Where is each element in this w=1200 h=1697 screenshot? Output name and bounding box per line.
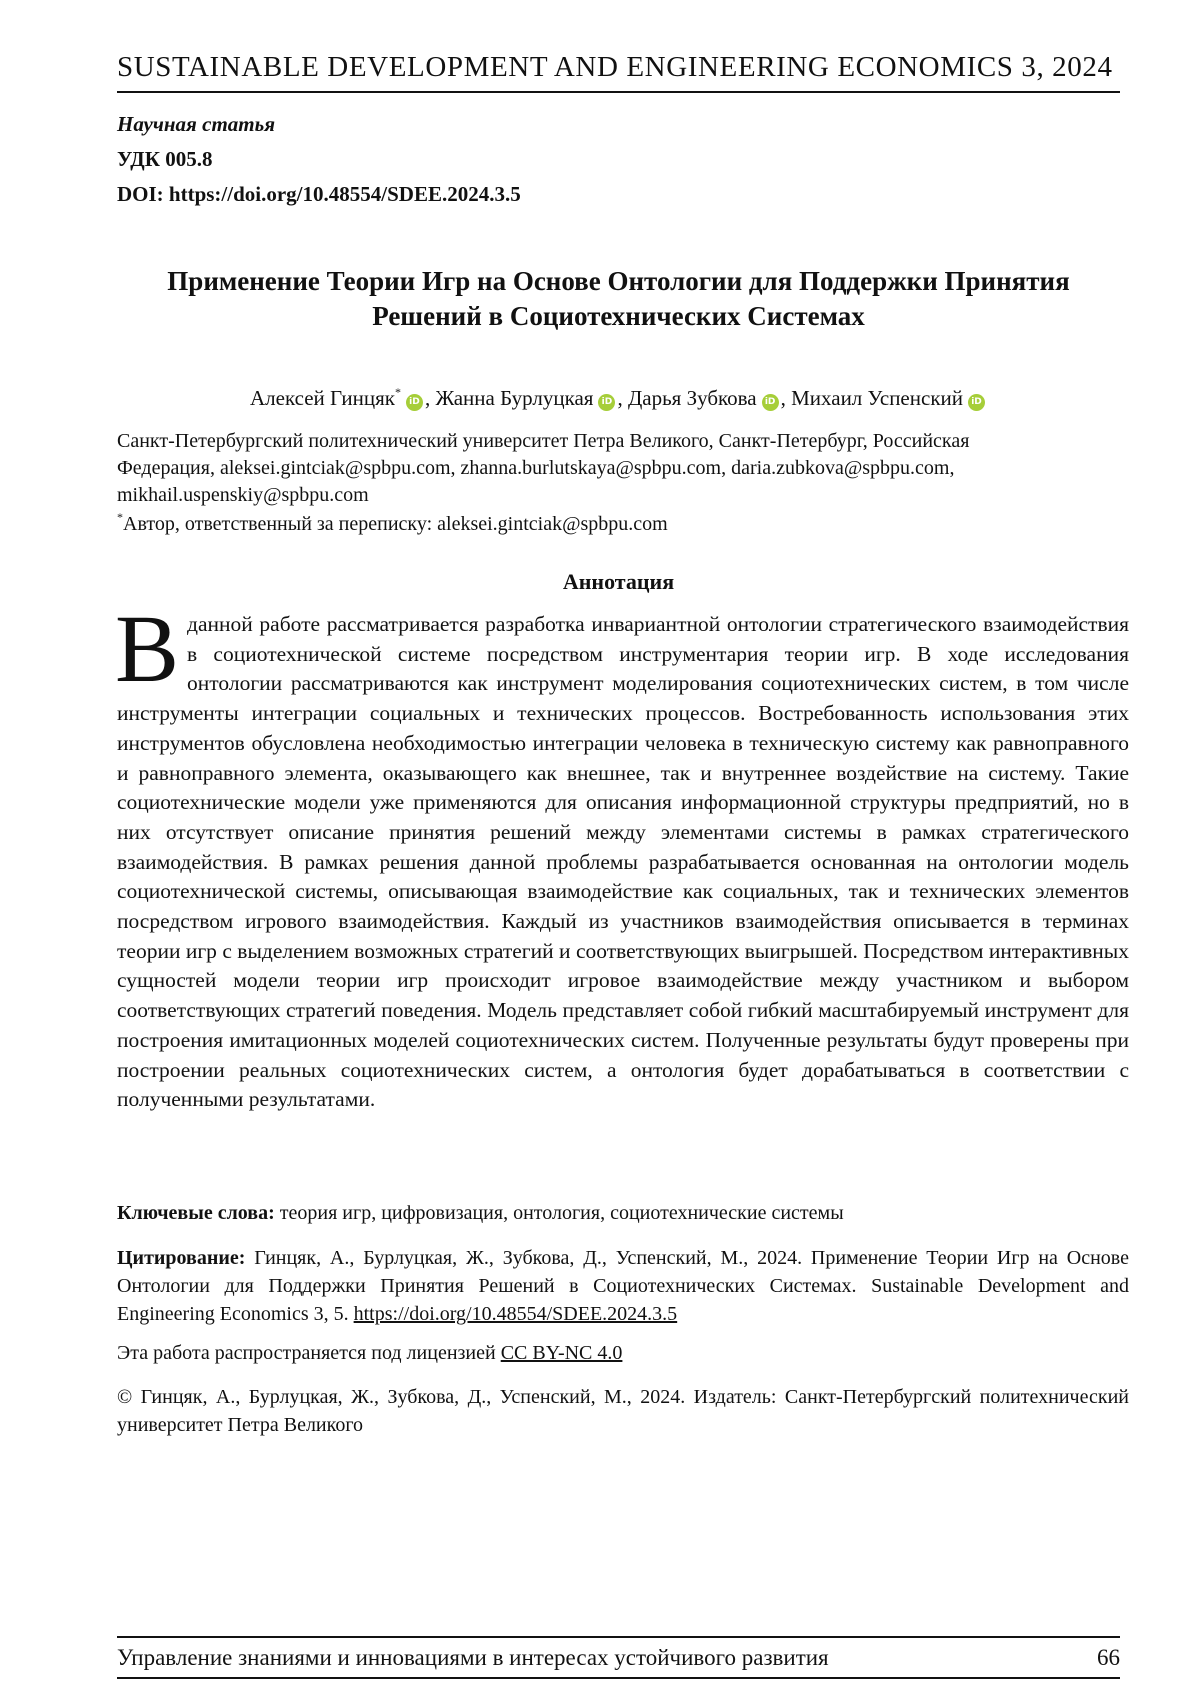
article-type: Научная статья bbox=[117, 112, 276, 136]
corresponding-author bbox=[117, 511, 668, 538]
author-name: Дарья Зубкова bbox=[627, 386, 757, 410]
citation-text: Гинцяк, А., Бурлуцкая, Ж., Зубкова, Д., Успенский, М., 2024. Применение Теории Игр на Основе Онтологии для Поддержки Принятия Решений в Социотехнических Системах. Sustainable Development and Engineering Economics 3, 5. bbox=[117, 1247, 1129, 1325]
license-link[interactable]: CC BY-NC 4.0 bbox=[500, 1342, 623, 1364]
affiliation-line: mikhail.uspenskiy@spbpu.com bbox=[117, 484, 369, 506]
drop-cap: В bbox=[115, 595, 180, 702]
orcid-icon[interactable]: iD bbox=[762, 394, 779, 411]
corresponding-star: * bbox=[117, 510, 123, 524]
orcid-icon[interactable]: iD bbox=[968, 394, 985, 411]
citation-doi-link[interactable]: https://doi.org/10.48554/SDEE.2024.3.5 bbox=[353, 1303, 678, 1325]
affiliation-line: Санкт-Петербургский политехнический университет Петра Великого, Санкт-Петербург, Российская bbox=[117, 430, 970, 452]
affiliation-line: Федерация, aleksei.gintciak@spbpu.com, zhanna.burlutskaya@spbpu.com, daria.zubkova@spbpu.com, bbox=[117, 457, 955, 479]
author-separator: , bbox=[424, 386, 436, 410]
corresponding-star: * bbox=[394, 385, 401, 399]
journal-header: SUSTAINABLE DEVELOPMENT AND ENGINEERING ECONOMICS 3, 2024 bbox=[117, 51, 1113, 83]
header-rule bbox=[117, 91, 1120, 93]
doi: DOI: https://doi.org/10.48554/SDEE.2024.3.5 bbox=[117, 182, 521, 206]
orcid-icon[interactable]: iD bbox=[598, 394, 615, 411]
article-title bbox=[117, 264, 1120, 334]
citation bbox=[117, 1244, 1129, 1328]
title-line-1: Применение Теории Игр на Основе Онтологии для Поддержки Принятия bbox=[167, 266, 1070, 296]
author-separator: , bbox=[617, 386, 628, 410]
abstract-body bbox=[115, 595, 1129, 1115]
orcid-icon[interactable]: iD bbox=[406, 394, 423, 411]
title-line-2: Решений в Социотехнических Системах bbox=[372, 301, 865, 331]
abstract-heading: Аннотация bbox=[562, 569, 675, 594]
keywords-label: Ключевые слова: bbox=[117, 1202, 275, 1224]
license-note bbox=[117, 1340, 622, 1367]
author-name: Алексей Гинцяк bbox=[249, 386, 395, 410]
udc-code: УДК 005.8 bbox=[117, 147, 213, 171]
author-name: Михаил Успенский bbox=[791, 386, 963, 410]
license-text: Эта работа распространяется под лицензией bbox=[117, 1342, 501, 1364]
page-number: 66 bbox=[1097, 1645, 1120, 1670]
keywords bbox=[117, 1200, 844, 1227]
author-separator: , bbox=[780, 386, 792, 410]
affiliation bbox=[117, 428, 1127, 509]
citation-label: Цитирование: bbox=[117, 1247, 246, 1269]
corresponding-text: Автор, ответственный за переписку: aleksei.gintciak@spbpu.com bbox=[123, 513, 668, 535]
footer-journal-series: Управление знаниями и инновациями в интересах устойчивого развития bbox=[117, 1645, 829, 1670]
footer-rule bbox=[117, 1636, 1120, 1638]
author-name: Жанна Бурлуцкая bbox=[435, 386, 594, 410]
copyright-note: © Гинцяк, А., Бурлуцкая, Ж., Зубкова, Д., Успенский, М., 2024. Издатель: Санкт-Петербургский политехнический университет Петра Великого bbox=[117, 1386, 1129, 1436]
author-list bbox=[117, 384, 1120, 412]
abstract-text: данной работе рассматривается разработка инвариантной онтологии стратегического взаимодействия в социотехнической системе посредством инструментария теории игр. В ходе исследования онтологии рассматриваются как инструмент моделирования социотехнических систем, в том числе инструменты интеграции социальных и технических процессов. Востребованность использования этих инструментов обусловлена необходимостью интеграции человека в техническую систему как равноправного и равноправного элемента, оказывающего как внешнее, так и внутреннее воздействие на систему. Такие социотехнические модели уже применяются для описания информационной структуры предприятий, но в них отсутствует описание принятия решений между элементами системы в рамках стратегического взаимодействия. В рамках решения данной проблемы разрабатывается основанная на онтологии модель социотехнической системы, описывающая взаимодействие как социальных, так и технических элементов посредством игрового взаимодействия. Каждый из участников взаимодействия описывается в терминах теории игр с выделением возможных стратегий и соответствующих выигрышей. Посредством интерактивных сущностей модели теории игр происходит игровое взаимодействие между участником и выбором соответствующих стратегий поведения. Модель представляет собой гибкий масштабируемый инструмент для построения имитационных моделей социотехнических систем. Полученные результаты будут проверены при построении реальных социотехнических систем, а онтология будет дорабатываться в соответствии с полученными результатами. bbox=[117, 612, 1129, 1112]
keywords-text: теория игр, цифровизация, онтология, социотехнические системы bbox=[274, 1202, 844, 1224]
footer-rule bbox=[117, 1677, 1120, 1679]
